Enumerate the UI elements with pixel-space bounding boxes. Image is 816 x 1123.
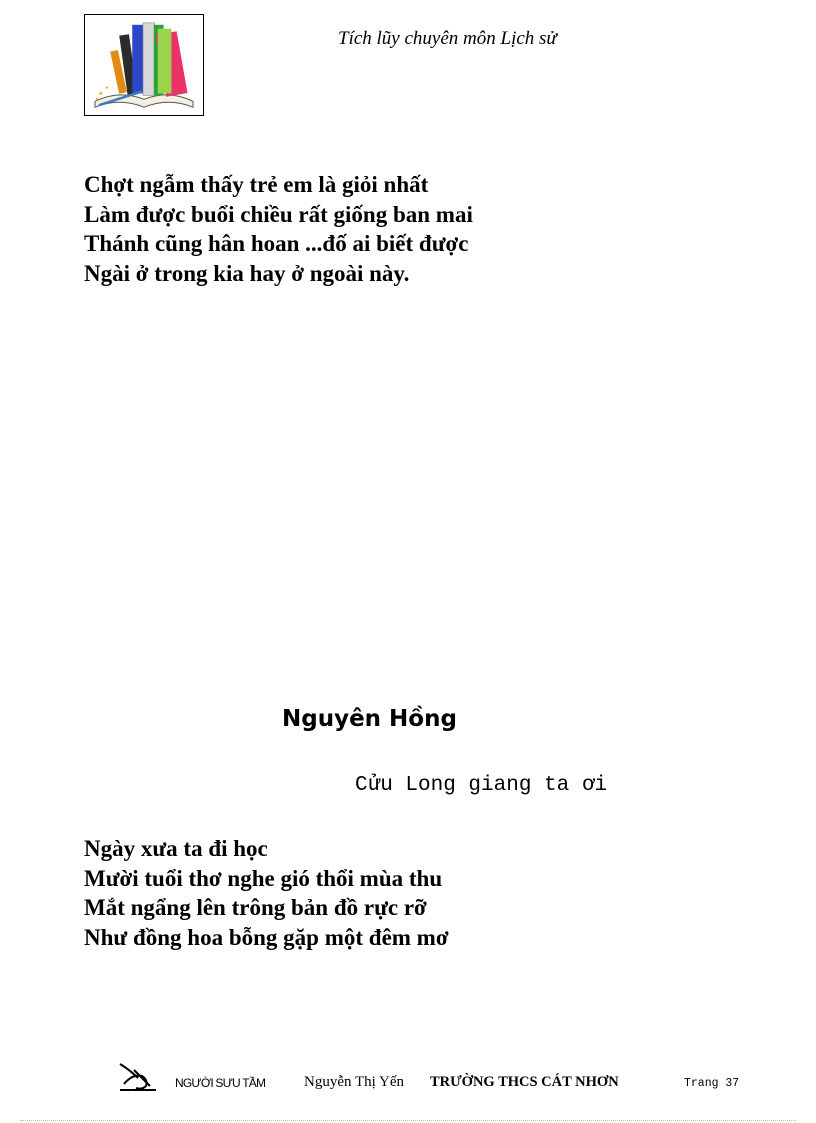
author-heading: Nguyên Hồng: [282, 706, 457, 732]
collector-label: NGƯỜI SƯU TẦM: [175, 1076, 266, 1090]
poem-line: Như đồng hoa bỗng gặp một đêm mơ: [84, 924, 449, 950]
collector-name: Nguyễn Thị Yến: [304, 1074, 404, 1090]
poem-stanza-2: [84, 834, 449, 952]
poem-line: Làm được buổi chiều rất giống ban mai: [84, 201, 473, 227]
page-number: Trang 37: [684, 1077, 740, 1090]
poem-line: Mắt ngẩng lên trông bản đồ rực rỡ: [84, 895, 427, 921]
poem-title: Cửu Long giang ta ơi: [355, 774, 608, 797]
footer-divider: [20, 1120, 796, 1121]
pen-writing-icon: [116, 1060, 160, 1094]
poem-line: Chợt ngẫm thấy trẻ em là giỏi nhất: [84, 172, 429, 197]
page-footer: [0, 1060, 816, 1100]
school-name: TRƯỜNG THCS CÁT NHƠN: [430, 1074, 619, 1090]
poem-line: Ngày xưa ta đi học: [84, 836, 268, 861]
poem-line: Ngài ở trong kia hay ở ngoài này.: [84, 260, 410, 286]
books-stack-icon: [84, 14, 204, 116]
poem-line: Thánh cũng hân hoan ...đố ai biết được: [84, 231, 469, 257]
poem-stanza-1: [84, 170, 473, 288]
poem-line: Mười tuổi thơ nghe gió thổi mùa thu: [84, 865, 443, 891]
header-title: Tích lũy chuyên môn Lịch sử: [338, 28, 557, 49]
